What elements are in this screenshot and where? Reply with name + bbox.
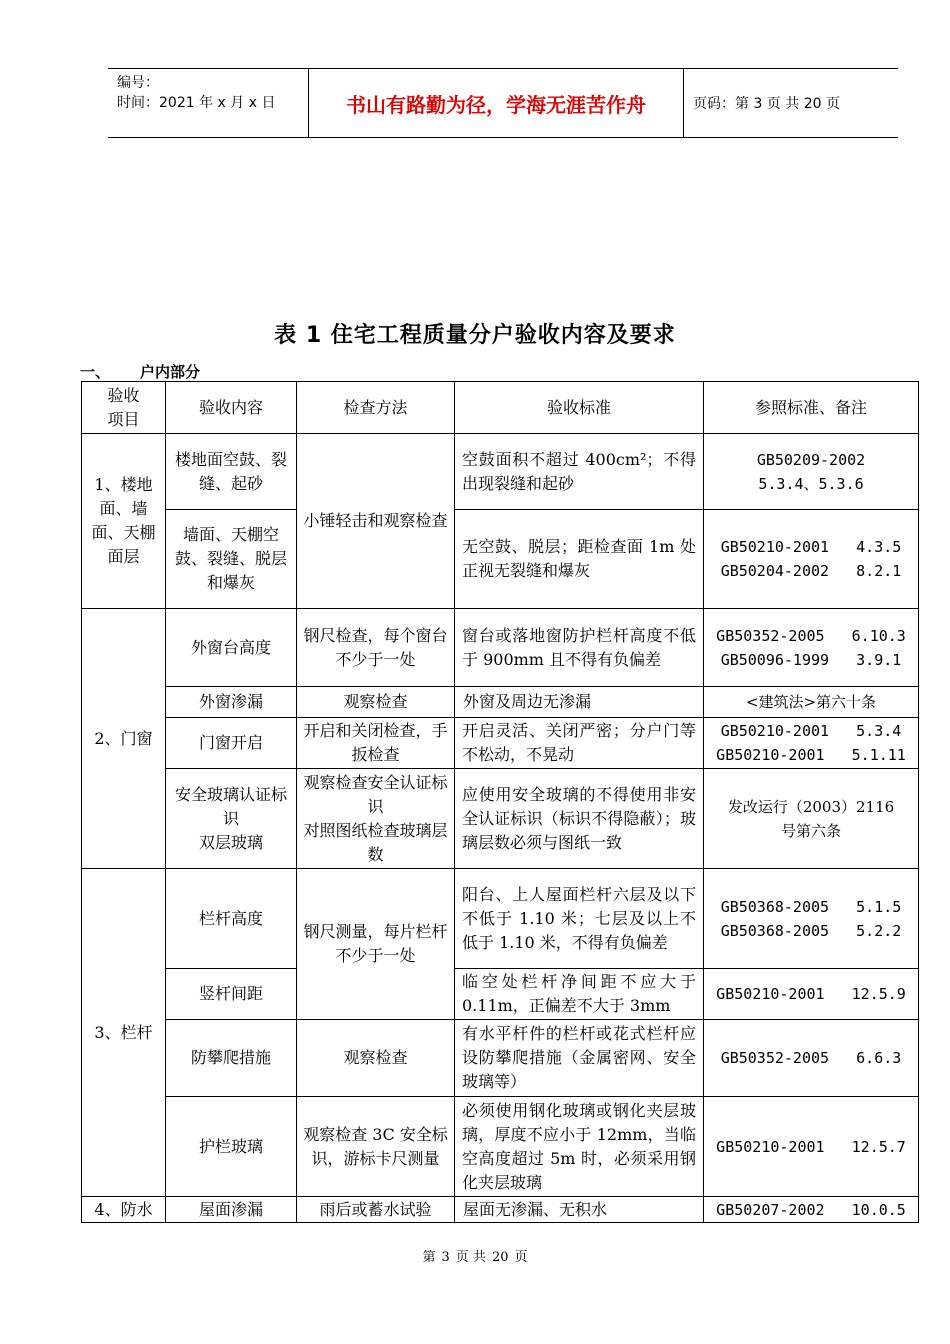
content-cell: 护栏玻璃 [166, 1097, 297, 1197]
content-cell: 楼地面空鼓、裂缝、起砂 [166, 434, 297, 510]
reference-cell: GB50210-2001 4.3.5 GB50204-2002 8.2.1 [704, 510, 919, 609]
table-row [82, 1197, 919, 1223]
reference-cell: GB50352-2005 6.10.3 GB50096-1999 3.9.1 [704, 609, 919, 687]
table-header-row [82, 382, 919, 434]
header-page-label: 页码：第 3 页 共 20 页 [693, 96, 840, 112]
header-meta [108, 69, 309, 137]
content-cell: 安全玻璃认证标识 双层玻璃 [166, 769, 297, 869]
header-cell: 参照标准、备注 [704, 382, 919, 434]
table-row [82, 1097, 919, 1197]
criteria-cell: 应使用安全玻璃的不得使用非安全认证标识（标识不得隐蔽）；玻璃层数必须与图纸一致 [455, 769, 704, 869]
content-cell: 外窗台高度 [166, 609, 297, 687]
content-cell: 墙面、天棚空鼓、裂缝、脱层和爆灰 [166, 510, 297, 609]
table-row [82, 510, 919, 609]
page-header [108, 68, 898, 138]
footer-post: 页 [514, 1250, 528, 1265]
table-row [82, 687, 919, 718]
criteria-cell: 有水平杆件的栏杆或花式栏杆应设防攀爬措施（金属密网、安全玻璃等） [455, 1020, 704, 1097]
method-cell: 钢尺测量，每片栏杆不少于一处 [297, 869, 455, 1020]
section-label: 户内部分 [140, 363, 201, 381]
group-cell: 4、防水 [82, 1197, 166, 1223]
reference-cell: GB50210-2001 12.5.7 [704, 1097, 919, 1197]
reference-cell: 发改运行（2003）2116 号第六条 [704, 769, 919, 869]
page-footer [0, 1246, 950, 1265]
table-row [82, 718, 919, 769]
method-cell: 雨后或蓄水试验 [297, 1197, 455, 1223]
criteria-cell: 阳台、上人屋面栏杆六层及以下不低于 1.10 米；七层及以上不低于 1.10 米，不得有负偏差 [455, 869, 704, 969]
criteria-cell: 开启灵活、关闭严密；分户门等不松动，不晃动 [455, 718, 704, 769]
section-number: 一、 [80, 363, 111, 381]
table-row [82, 769, 919, 869]
method-cell: 钢尺检查，每个窗台不少于一处 [297, 609, 455, 687]
header-cell: 检查方法 [297, 382, 455, 434]
content-cell: 防攀爬措施 [166, 1020, 297, 1097]
table-row [82, 869, 919, 969]
footer-mid: 页 共 [455, 1250, 486, 1265]
criteria-cell: 无空鼓、脱层；距检查面 1m 处正视无裂缝和爆灰 [455, 510, 704, 609]
reference-cell: GB50352-2005 6.6.3 [704, 1020, 919, 1097]
criteria-cell: 外窗及周边无渗漏 [455, 687, 704, 718]
method-cell: 开启和关闭检查，手扳检查 [297, 718, 455, 769]
header-cell: 验收内容 [166, 382, 297, 434]
method-cell: 观察检查 3C 安全标识，游标卡尺测量 [297, 1097, 455, 1197]
section-heading [80, 361, 200, 382]
acceptance-table [81, 381, 919, 1223]
criteria-cell: 必须使用钢化玻璃或钢化夹层玻璃，厚度不应小于 12mm，当临空高度超过 5m 时，必须采用钢化夹层玻璃 [455, 1097, 704, 1197]
content-cell: 栏杆高度 [166, 869, 297, 969]
footer-pre: 第 [422, 1250, 436, 1265]
reference-cell: GB50210-2001 12.5.9 [704, 969, 919, 1020]
content-cell: 门窗开启 [166, 718, 297, 769]
header-motto: 书山有路勤为径，学海无涯苦作舟 [309, 69, 684, 137]
criteria-cell: 临空处栏杆净间距不应大于 0.11m，正偏差不大于 3mm [455, 969, 704, 1020]
table-row [82, 434, 919, 510]
reference-cell: GB50209-2002 5.3.4、5.3.6 [704, 434, 919, 510]
group-cell: 3、栏杆 [82, 869, 166, 1197]
number-label: 编号： [117, 75, 159, 91]
reference-cell: <建筑法>第六十条 [704, 687, 919, 718]
content-cell: 外窗渗漏 [166, 687, 297, 718]
method-cell: 观察检查 [297, 1020, 455, 1097]
table-title: 表 1 住宅工程质量分户验收内容及要求 [274, 323, 676, 348]
criteria-cell: 空鼓面积不超过 400cm²；不得出现裂缝和起砂 [455, 434, 704, 510]
table-row [82, 969, 919, 1020]
footer-total-pages: 20 [491, 1250, 509, 1265]
content-cell: 竖杆间距 [166, 969, 297, 1020]
criteria-cell: 窗台或落地窗防护栏杆高度不低于 900mm 且不得有负偏差 [455, 609, 704, 687]
table-row [82, 609, 919, 687]
method-cell: 观察检查安全认证标识 对照图纸检查玻璃层数 [297, 769, 455, 869]
group-cell: 1、楼地面、墙面、天棚面层 [82, 434, 166, 609]
group-cell: 2、门窗 [82, 609, 166, 869]
reference-cell: GB50368-2005 5.1.5 GB50368-2005 5.2.2 [704, 869, 919, 969]
time-label: 时间：2021 年 x 月 x 日 [117, 95, 276, 111]
header-cell: 验收 项目 [82, 382, 166, 434]
reference-cell: GB50207-2002 10.0.5 [704, 1197, 919, 1223]
table-row [82, 1020, 919, 1097]
footer-page-number: 3 [441, 1250, 450, 1265]
content-cell: 屋面渗漏 [166, 1197, 297, 1223]
method-cell: 小锤轻击和观察检查 [297, 434, 455, 609]
reference-cell: GB50210-2001 5.3.4 GB50210-2001 5.1.11 [704, 718, 919, 769]
criteria-cell: 屋面无渗漏、无积水 [455, 1197, 704, 1223]
method-cell: 观察检查 [297, 687, 455, 718]
header-cell: 验收标准 [455, 382, 704, 434]
